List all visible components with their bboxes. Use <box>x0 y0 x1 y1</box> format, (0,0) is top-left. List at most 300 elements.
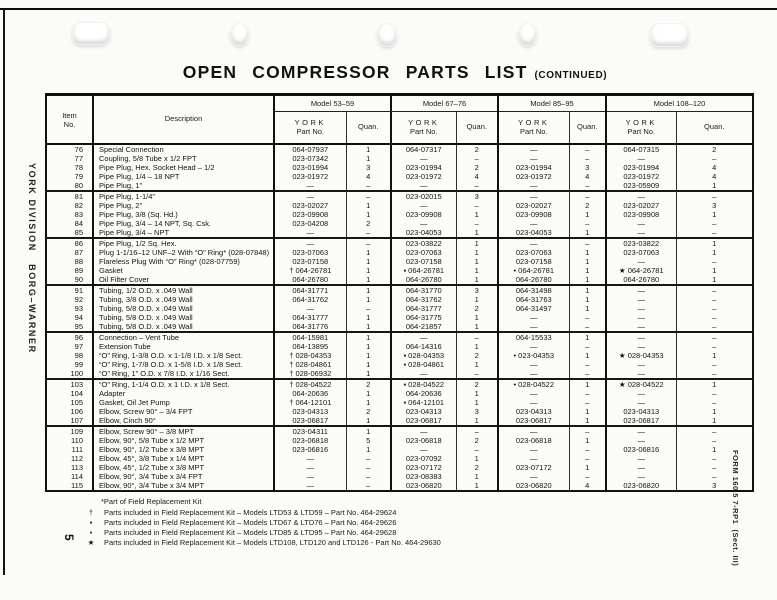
description-cell: Elbow, Screw 90° – 3/4 FPT <box>93 407 274 416</box>
header-quan-1: Quan. <box>346 112 391 145</box>
item-no-cell: 105 <box>70 398 83 407</box>
part-no-cell: — <box>498 322 569 332</box>
description-cell: “O” Ring, 1-7/8 O.D. x 1-5/8 I.D. x 1/8 Sect. <box>93 360 274 369</box>
part-no-cell: 023-07092 <box>391 454 456 463</box>
table-row <box>46 407 753 416</box>
part-no-cell: 023-01994 <box>274 163 346 172</box>
part-no-cell: 023-04313 <box>391 407 456 416</box>
part-no-cell: 064-13895 <box>274 342 346 351</box>
part-no-cell: 023-07342 <box>274 154 346 163</box>
part-no-cell: — <box>498 360 569 369</box>
part-no-cell: 064-31771 <box>274 285 346 295</box>
quan-cell: 1 <box>456 257 498 266</box>
quan-cell: – <box>676 219 753 228</box>
quan-cell: – <box>676 454 753 463</box>
part-no-cell: — <box>498 454 569 463</box>
item-no-cell: 115 <box>71 481 83 490</box>
quan-cell: 2 <box>456 304 498 313</box>
item-no-cell: 99 <box>74 360 83 369</box>
quan-cell: 1 <box>346 313 391 322</box>
quan-cell: 4 <box>569 481 606 491</box>
part-no-cell: 064-26780 <box>606 275 676 285</box>
quan-cell: – <box>456 181 498 191</box>
quan-cell: 1 <box>346 389 391 398</box>
quan-cell: – <box>346 481 391 491</box>
part-no-cell: — <box>606 285 676 295</box>
footnote-item <box>84 528 704 538</box>
part-no-cell: — <box>498 313 569 322</box>
footnote-list <box>84 508 704 548</box>
quan-cell: – <box>456 154 498 163</box>
table-row <box>46 436 753 445</box>
quan-cell: – <box>346 463 391 472</box>
item-no-cell: 80 <box>74 181 83 190</box>
description-cell: Pipe Plug, 1/4 – 18 NPT <box>93 172 274 181</box>
table-row <box>46 266 753 275</box>
item-no-cell: 81 <box>46 191 93 201</box>
quan-cell: 1 <box>676 248 753 257</box>
quan-cell: 1 <box>676 238 753 248</box>
description-cell: Tubing, 5/8 O.D. x .049 Wall <box>93 313 274 322</box>
quan-cell: 1 <box>346 426 391 436</box>
footnote-text: Parts included in Field Replacement Kit – Models LTD85 & LTD95 – Part No. 464-29628 <box>104 527 397 537</box>
page-left-edge-line <box>3 9 5 575</box>
footnote-marker: ▪ <box>89 517 93 527</box>
quan-cell: 1 <box>346 154 391 163</box>
item-no-cell: 109 <box>46 426 93 436</box>
quan-cell: 1 <box>346 210 391 219</box>
part-no-cell: — <box>391 332 456 342</box>
part-no-cell: — <box>606 463 676 472</box>
quan-cell: – <box>676 369 753 379</box>
table-row <box>46 360 753 369</box>
part-no-cell: 023-01994 <box>606 163 676 172</box>
part-no-cell: 023-03822 <box>391 238 456 248</box>
footnotes <box>84 496 704 548</box>
part-no-cell: 023-04313 <box>498 407 569 416</box>
part-no-cell: — <box>391 181 456 191</box>
quan-cell: – <box>569 454 606 463</box>
description-cell: Oil Filter Cover <box>93 275 274 285</box>
table-row <box>46 481 753 491</box>
quan-cell: 1 <box>569 275 606 285</box>
item-no-cell: 106 <box>70 407 83 416</box>
part-no-cell: — <box>274 304 346 313</box>
quan-cell: – <box>676 472 753 481</box>
description-cell: Tubing, 5/8 O.D. x .049 Wall <box>93 304 274 313</box>
part-no-cell: 023-04208 <box>274 219 346 228</box>
quan-cell: 2 <box>456 351 498 360</box>
item-no-cell: 113 <box>71 463 83 472</box>
description-cell: Tubing, 3/8 O.D. x .049 Wall <box>93 295 274 304</box>
part-no-cell: 023-06817 <box>274 416 346 426</box>
quan-cell: – <box>569 191 606 201</box>
part-no-cell: 023-01972 <box>274 172 346 181</box>
quan-cell: 1 <box>346 416 391 426</box>
part-no-cell: 023-06820 <box>391 481 456 491</box>
left-margin-text: YORK DIVISION BORG–WARNER <box>27 163 37 354</box>
description-cell: Gasket, Oil Jet Pump <box>93 398 274 407</box>
table-row <box>46 201 753 210</box>
part-no-cell: 023-09908 <box>498 210 569 219</box>
form-number-text: FORM 160.5 7-RP1 (Sect. III) <box>731 450 740 567</box>
footnote-item <box>84 518 704 528</box>
quan-cell: 1 <box>569 463 606 472</box>
quan-cell: – <box>676 463 753 472</box>
description-cell: Adapter <box>93 389 274 398</box>
part-no-cell: 023-07172 <box>391 463 456 472</box>
parts-table-body <box>46 144 753 491</box>
table-row <box>46 398 753 407</box>
part-no-cell: 023-02015 <box>391 191 456 201</box>
quan-cell: 5 <box>346 436 391 445</box>
quan-cell: 3 <box>456 285 498 295</box>
quan-cell: 1 <box>676 379 753 389</box>
item-no-cell: 104 <box>70 389 83 398</box>
quan-cell: – <box>676 342 753 351</box>
quan-cell: 1 <box>346 360 391 369</box>
quan-cell: 1 <box>456 360 498 369</box>
part-no-cell: ▪ 064-26781 <box>391 266 456 275</box>
part-no-cell: — <box>606 304 676 313</box>
part-no-cell: ★ 028-04353 <box>606 351 676 360</box>
table-row <box>46 463 753 472</box>
part-no-cell: 023-04053 <box>498 228 569 238</box>
quan-cell: 1 <box>569 436 606 445</box>
part-no-cell: — <box>606 454 676 463</box>
item-no-cell: 77 <box>74 154 83 163</box>
item-no-cell: 103 <box>46 379 93 389</box>
table-row <box>46 472 753 481</box>
header-part-no-1: YORK Part No. <box>274 112 346 145</box>
table-row <box>46 313 753 322</box>
item-no-cell: 111 <box>71 445 83 454</box>
quan-cell: 1 <box>346 275 391 285</box>
quan-cell: 1 <box>676 416 753 426</box>
table-row <box>46 389 753 398</box>
item-no-cell: 86 <box>46 238 93 248</box>
part-no-cell: 023-04313 <box>606 407 676 416</box>
item-no-cell: 112 <box>71 454 83 463</box>
part-no-cell: — <box>498 342 569 351</box>
description-cell: Pipe Plug, 1-1/4” <box>93 191 274 201</box>
table-row <box>46 210 753 219</box>
header-part-no-2: YORK Part No. <box>391 112 456 145</box>
footnote-kit-note: *Part of Field Replacement Kit <box>101 497 202 506</box>
description-cell: Elbow, 90°, 3/4 Tube x 3/4 FPT <box>93 472 274 481</box>
quan-cell: 1 <box>346 445 391 454</box>
part-no-cell: 064-20636 <box>391 389 456 398</box>
quan-cell: 1 <box>346 398 391 407</box>
quan-cell: – <box>456 332 498 342</box>
part-no-cell: — <box>606 191 676 201</box>
part-no-cell: — <box>606 257 676 266</box>
quan-cell: 1 <box>346 369 391 379</box>
table-row <box>46 351 753 360</box>
part-no-cell: 023-01972 <box>391 172 456 181</box>
quan-cell: – <box>676 295 753 304</box>
footnote-marker: † <box>88 507 94 517</box>
table-row <box>46 426 753 436</box>
part-no-cell: — <box>274 181 346 191</box>
header-model-53-59: Model 53–59 <box>274 95 391 112</box>
description-cell: Elbow, Screw 90° – 3/8 MPT <box>93 426 274 436</box>
quan-cell: 1 <box>569 266 606 275</box>
quan-cell: 1 <box>346 257 391 266</box>
header-description: Description <box>93 95 274 145</box>
item-no-cell: 89 <box>74 266 83 275</box>
table-row <box>46 342 753 351</box>
part-no-cell: 064-15533 <box>498 332 569 342</box>
part-no-cell: — <box>391 154 456 163</box>
table-row <box>46 322 753 332</box>
part-no-cell: — <box>498 154 569 163</box>
quan-cell: – <box>676 360 753 369</box>
quan-cell: 1 <box>456 266 498 275</box>
binder-hole-3 <box>377 23 397 47</box>
part-no-cell: 064-26780 <box>391 275 456 285</box>
part-no-cell: 023-06818 <box>391 436 456 445</box>
item-no-cell: 97 <box>74 342 83 351</box>
part-no-cell: 023-01994 <box>391 163 456 172</box>
part-no-cell: 064-31498 <box>498 285 569 295</box>
binder-hole-5 <box>650 23 689 47</box>
part-no-cell: — <box>391 426 456 436</box>
table-row <box>46 238 753 248</box>
table-row <box>46 369 753 379</box>
quan-cell: 1 <box>456 416 498 426</box>
quan-cell: 1 <box>569 257 606 266</box>
part-no-cell: 064-31762 <box>274 295 346 304</box>
quan-cell: 1 <box>569 332 606 342</box>
part-no-cell: 064-31762 <box>391 295 456 304</box>
part-no-cell: — <box>606 369 676 379</box>
footnote-item <box>84 508 704 518</box>
description-cell: Pipe Plug, 1/2 Sq. Hex. <box>93 238 274 248</box>
part-no-cell: ▪ 028-04861 <box>391 360 456 369</box>
part-no-cell: 064-26780 <box>274 275 346 285</box>
quan-cell: 1 <box>456 342 498 351</box>
page-top-edge-line <box>0 8 777 10</box>
quan-cell: 4 <box>676 163 753 172</box>
quan-cell: 3 <box>569 163 606 172</box>
quan-cell: – <box>569 313 606 322</box>
part-no-cell: 023-07063 <box>498 248 569 257</box>
quan-cell: – <box>569 472 606 481</box>
quan-cell: 1 <box>676 351 753 360</box>
part-no-cell: — <box>274 472 346 481</box>
part-no-cell: — <box>498 144 569 154</box>
table-row <box>46 332 753 342</box>
parts-table <box>45 93 754 492</box>
table-row <box>46 219 753 228</box>
quan-cell: 4 <box>346 172 391 181</box>
quan-cell: 1 <box>346 144 391 154</box>
item-no-cell: 85 <box>74 228 83 237</box>
part-no-cell: — <box>498 191 569 201</box>
title-text: OPEN COMPRESSOR PARTS LIST <box>182 62 528 82</box>
quan-cell: 1 <box>569 295 606 304</box>
quan-cell: 4 <box>676 172 753 181</box>
part-no-cell: — <box>606 295 676 304</box>
quan-cell: 2 <box>676 144 753 154</box>
quan-cell: 2 <box>456 463 498 472</box>
part-no-cell: 023-03822 <box>606 238 676 248</box>
item-no-cell: 78 <box>74 163 83 172</box>
quan-cell: – <box>676 389 753 398</box>
item-no-cell: 95 <box>74 322 83 331</box>
item-no-cell: 114 <box>71 472 83 481</box>
quan-cell: 1 <box>456 454 498 463</box>
quan-cell: – <box>346 454 391 463</box>
quan-cell: – <box>676 426 753 436</box>
title-suffix: (CONTINUED) <box>534 70 608 81</box>
table-row <box>46 295 753 304</box>
quan-cell: 1 <box>569 407 606 416</box>
part-no-cell: — <box>606 389 676 398</box>
quan-cell: 1 <box>569 416 606 426</box>
part-no-cell: — <box>606 228 676 238</box>
header-model-108-120: Model 108–120 <box>606 95 753 112</box>
header-model-67-76: Model 67–76 <box>391 95 498 112</box>
description-cell: Plug 1-1/16–12 UNF–2 With “O” Ring* (028-07848) <box>93 248 274 257</box>
part-no-cell: 064-31777 <box>274 313 346 322</box>
item-no-cell: 84 <box>74 219 83 228</box>
header-model-85-95: Model 85–95 <box>498 95 606 112</box>
part-no-cell: — <box>274 481 346 491</box>
header-part-no-4: YORK Part No. <box>606 112 676 145</box>
part-no-cell: 023-07063 <box>606 248 676 257</box>
quan-cell: 1 <box>569 304 606 313</box>
part-no-cell: 064-07315 <box>606 144 676 154</box>
part-no-cell: 023-06816 <box>274 445 346 454</box>
quan-cell: – <box>569 445 606 454</box>
description-cell: Tubing, 1/2 O.D. x .049 Wall <box>93 285 274 295</box>
part-no-cell: — <box>498 472 569 481</box>
quan-cell: – <box>569 238 606 248</box>
table-row <box>46 445 753 454</box>
description-cell: Elbow, 90°, 3/4 Tube x 3/4 MPT <box>93 481 274 491</box>
quan-cell: 1 <box>346 332 391 342</box>
quan-cell: – <box>569 154 606 163</box>
quan-cell: – <box>569 219 606 228</box>
part-no-cell: • 028-04522 <box>498 379 569 389</box>
quan-cell: – <box>346 181 391 191</box>
part-no-cell: 023-02027 <box>274 201 346 210</box>
part-no-cell: — <box>498 398 569 407</box>
quan-cell: – <box>346 228 391 238</box>
table-row <box>46 304 753 313</box>
quan-cell: 1 <box>569 379 606 389</box>
part-no-cell: 023-06818 <box>274 436 346 445</box>
quan-cell: 3 <box>676 201 753 210</box>
part-no-cell: — <box>274 191 346 201</box>
part-no-cell: 023-04313 <box>274 407 346 416</box>
description-cell: Gasket <box>93 266 274 275</box>
quan-cell: 1 <box>569 285 606 295</box>
item-no-cell: 90 <box>74 275 83 284</box>
part-no-cell: 023-06820 <box>606 481 676 491</box>
quan-cell: – <box>569 342 606 351</box>
part-no-cell: 064-14316 <box>391 342 456 351</box>
quan-cell: 1 <box>346 322 391 332</box>
quan-cell: 2 <box>346 379 391 389</box>
quan-cell: – <box>456 219 498 228</box>
quan-cell: 1 <box>346 201 391 210</box>
part-no-cell: — <box>606 426 676 436</box>
table-row <box>46 248 753 257</box>
part-no-cell: † 028-04353 <box>274 351 346 360</box>
part-no-cell: — <box>498 426 569 436</box>
part-no-cell: 064-15981 <box>274 332 346 342</box>
part-no-cell: 064-31497 <box>498 304 569 313</box>
part-no-cell: — <box>606 342 676 351</box>
quan-cell: 1 <box>456 248 498 257</box>
table-row <box>46 379 753 389</box>
table-row <box>46 154 753 163</box>
quan-cell: 1 <box>456 389 498 398</box>
footnote-text: Parts included in Field Replacement Kit – Models LTD53 & LTD59 – Part No. 464-29624 <box>104 507 397 517</box>
footnote-item <box>84 538 704 548</box>
quan-cell: – <box>676 154 753 163</box>
quan-cell: – <box>676 436 753 445</box>
part-no-cell: 023-02027 <box>498 201 569 210</box>
header-quan-4: Quan. <box>676 112 753 145</box>
page-number: 5 <box>62 534 76 541</box>
part-no-cell: — <box>606 219 676 228</box>
quan-cell: – <box>676 313 753 322</box>
quan-cell: 1 <box>456 481 498 491</box>
part-no-cell: — <box>498 389 569 398</box>
description-cell: Pipe Plug, 3/8 (Sq. Hd.) <box>93 210 274 219</box>
quan-cell: 1 <box>346 248 391 257</box>
part-no-cell: 023-07063 <box>391 248 456 257</box>
part-no-cell: — <box>606 332 676 342</box>
table-row <box>46 228 753 238</box>
part-no-cell: 064-31763 <box>498 295 569 304</box>
description-cell: Elbow, 45°, 1/2 Tube x 3/8 MPT <box>93 463 274 472</box>
quan-cell: 1 <box>346 351 391 360</box>
item-no-cell: 96 <box>46 332 93 342</box>
table-row <box>46 191 753 201</box>
quan-cell: 1 <box>346 342 391 351</box>
part-no-cell: 023-05909 <box>606 181 676 191</box>
quan-cell: – <box>569 322 606 332</box>
item-no-cell: 93 <box>74 304 83 313</box>
part-no-cell: 064-20636 <box>274 389 346 398</box>
part-no-cell: — <box>274 454 346 463</box>
quan-cell: – <box>569 389 606 398</box>
table-row <box>46 454 753 463</box>
part-no-cell: — <box>274 238 346 248</box>
quan-cell: 1 <box>569 248 606 257</box>
item-no-cell: 83 <box>74 210 83 219</box>
part-no-cell: ▪ 064-12101 <box>391 398 456 407</box>
quan-cell: 3 <box>346 163 391 172</box>
footnote-marker: ★ <box>87 538 95 548</box>
quan-cell: – <box>676 398 753 407</box>
quan-cell: 1 <box>676 407 753 416</box>
part-no-cell: 064-07317 <box>391 144 456 154</box>
binder-hole-2 <box>230 23 249 46</box>
header-part-no-3: YORK Part No. <box>498 112 569 145</box>
part-no-cell: — <box>391 445 456 454</box>
description-cell: Pipe Plug, Hex. Socket Head – 1/2 <box>93 163 274 172</box>
quan-cell: – <box>569 144 606 154</box>
description-cell: Elbow, Cinch 90° <box>93 416 274 426</box>
part-no-cell: 023-07172 <box>498 463 569 472</box>
part-no-cell: — <box>606 472 676 481</box>
